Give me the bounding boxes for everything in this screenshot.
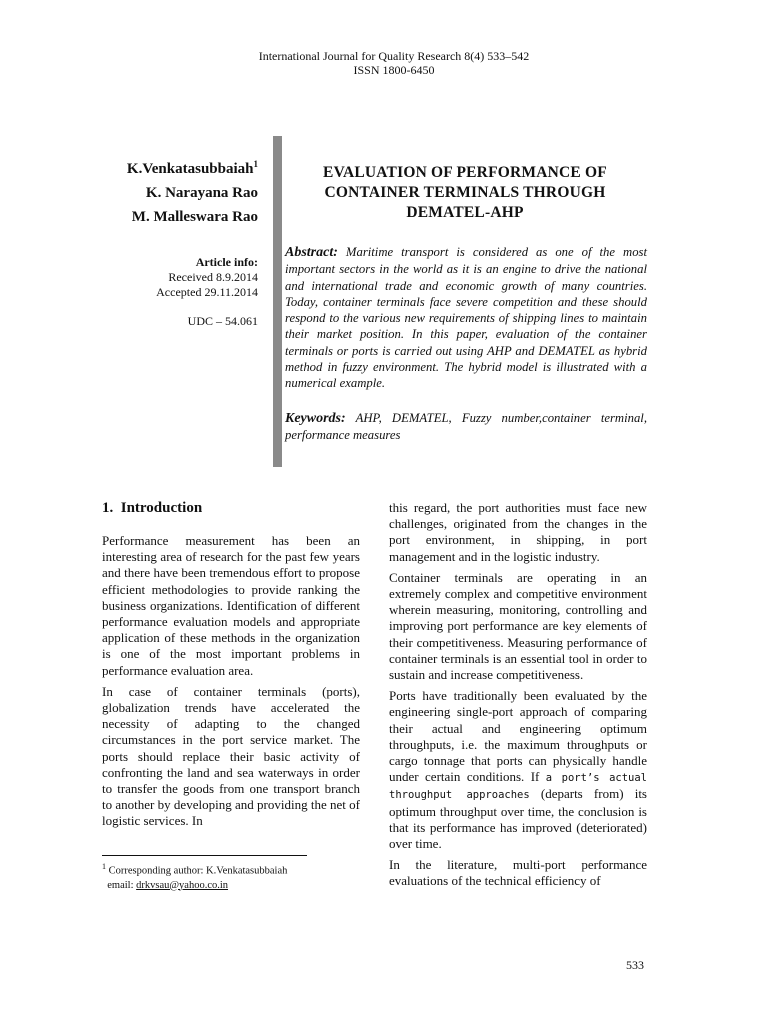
paragraph: In the literature, multi-port performance evaluations of the technical efficiency of xyxy=(389,857,647,889)
paper-title: EVALUATION OF PERFORMANCE OF CONTAINER TERMINALS THROUGH DEMATEL-AHP xyxy=(323,164,607,221)
page-number: 533 xyxy=(626,958,644,972)
author-3: M. Malleswara Rao xyxy=(131,209,258,225)
received-date: Received 8.9.2014 xyxy=(168,270,258,284)
footnote-mark: 1 xyxy=(253,159,258,169)
accepted-date: Accepted 29.11.2014 xyxy=(156,285,258,299)
keywords-text: AHP, DEMATEL, Fuzzy number,container terminal, performance measures xyxy=(285,411,647,443)
mono-text: a port’s actual throughput approaches xyxy=(389,772,647,802)
journal-issn: ISSN 1800-6450 xyxy=(353,63,435,77)
paragraph: Container terminals are operating in an extremely complex and competitive environment wherein measuring, monitoring, controlling and improving port performance are key elements of their competitiveness. Measuring performance of container terminals is an essential tool in order to sustain and increase competitiveness. xyxy=(389,569,647,683)
footnote: $^1$ Corresponding author: K.Venkatasubbaiah email: drkvsau@yahoo.co.in xyxy=(102,862,288,891)
article-info-label: Article info: xyxy=(195,255,258,269)
author-1: K.Venkatasubbaiah$^1$ xyxy=(126,159,258,177)
section-divider-bar xyxy=(273,136,282,467)
paragraph: Performance measurement has been an interesting area of research for the past few years and there have been tremendous effort to propose efficient methodologies to provide ranking the business organizations. Identification of different performance evaluation models and appropriate application of these methods in the organization is one of the most important problems in performance evaluation area. xyxy=(102,533,360,678)
udc-code: UDC – 54.061 xyxy=(187,314,258,328)
email-link[interactable]: drkvsau@yahoo.co.in xyxy=(136,879,229,891)
keywords-label: Keywords: xyxy=(285,411,346,426)
abstract xyxy=(285,244,647,392)
paragraph: In case of container terminals (ports), globalization trends have accelerated the necessity of adapting to the changed circumstances in the port service market. The ports should replace their basic activity of confronting the land and sea waterways in order to transfer the goods from one transport branch to another by developing and providing the net of logistic services. In xyxy=(102,683,360,829)
author-2: K. Narayana Rao xyxy=(145,185,258,201)
abstract-label: Abstract: xyxy=(285,245,338,260)
author-list xyxy=(127,152,258,229)
body-column-right xyxy=(389,500,647,895)
footnote-rule xyxy=(102,855,307,856)
journal-citation: International Journal for Quality Research 8(4) 533–542 xyxy=(258,49,530,63)
paragraph: this regard, the port authorities must face new challenges, originated from the changes in the port environment, in shipping, in port management and in the logistic industry. xyxy=(389,500,647,564)
keywords xyxy=(285,410,647,444)
paragraph: Ports have traditionally been evaluated by the engineering single-port approach of comparing their actual and engineering optimum throughputs, i.e. the maximum throughputs or cargo tonnage that ports can physically handle under certain conditions. If a port’s actual throughput approaches (departs from) its optimum throughput over time, the conclusion is that its performance has improved (deteriorated) over time. xyxy=(389,688,647,852)
article-info xyxy=(156,255,258,329)
body-column-left xyxy=(102,533,360,835)
abstract-text: Maritime transport is considered as one of the most important sectors in the world as it is an engine to drive the national and international trade and economic growth of many countries. Today, container terminals face severe competition and these should respond to the various new requirements of shipping lines to maintain their market position. In this paper, evaluation of the container terminals or ports is carried out using AHP and DEMATEL as hybrid method in fuzzy environment. The hybrid model is illustrated with a numerical example. xyxy=(285,245,648,391)
section-heading: 1. Introduction xyxy=(102,500,203,516)
journal-header xyxy=(0,49,768,77)
